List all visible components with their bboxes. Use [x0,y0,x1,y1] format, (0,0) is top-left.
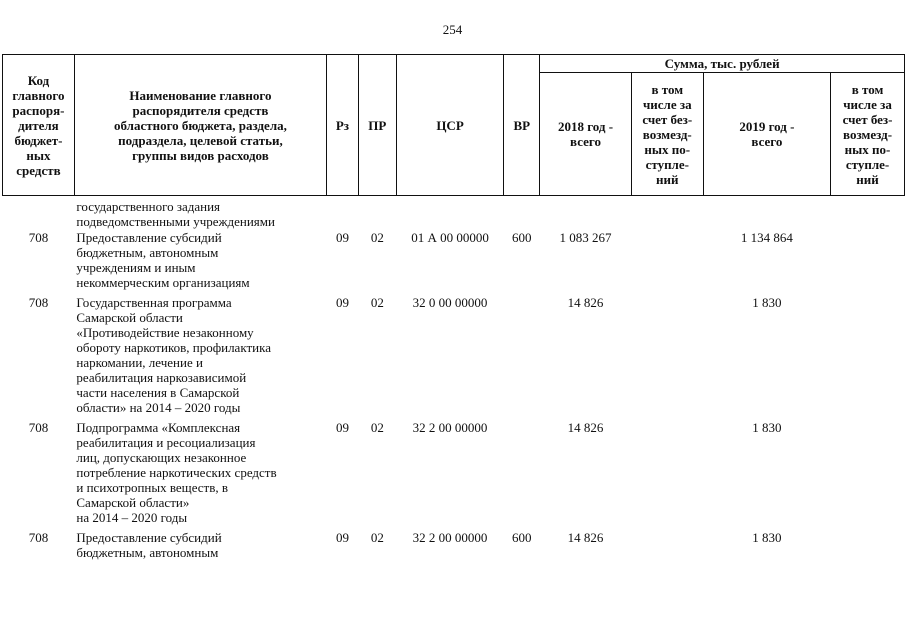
row-free-2019 [831,294,905,419]
row-name: Государственная программа Самарской области «Противодействие незаконному обороту наркотиков, профилактика наркомании, лечение и реабилитация наркозависимой части населения в Самарской области» на 2014 – 2020 годы [76,295,272,415]
header-code: Код главного распоря- дителя бюджет- ных средств [3,55,75,196]
row-csr: 32 2 00 00000 [412,420,488,435]
row-vr [504,419,540,529]
row-free-2019 [831,419,905,529]
table-row [3,419,905,529]
row-sum-2018: 1 083 267 [559,230,612,245]
header-sum-group: Сумма, тыс. рублей [540,55,905,73]
budget-table [2,54,905,564]
row-vr: 600 [512,230,532,245]
row-sum-2018: 14 826 [567,420,604,435]
row-pr: 02 [370,530,384,545]
row-free-2018 [631,419,703,529]
table-header [3,55,905,196]
header-2018-total: 2018 год - всего [540,73,632,196]
header-csr: ЦСР [396,55,504,196]
header-2019-free: в том числе за счет без- возмезд- ных по- ступле- ний [831,73,905,196]
row-vr [504,294,540,419]
row-csr: 32 0 00 00000 [412,295,488,310]
row-sum-2019: 1 830 [752,420,782,435]
row-code: 708 [28,295,49,310]
row-pr: 02 [370,420,384,435]
row-code: 708 [28,420,49,435]
table-row [3,294,905,419]
row-csr: 32 2 00 00000 [412,530,488,545]
row-pr: 02 [370,230,384,245]
table-row [3,229,905,294]
row-name: Предоставление субсидий бюджетным, автономным [76,530,222,560]
row-sum-2019: 1 830 [752,295,782,310]
header-pr: ПР [358,55,396,196]
header-2019-total: 2019 год - всего [703,73,830,196]
header-2018-free: в том числе за счет без- возмезд- ных по- ступле- ний [631,73,703,196]
row-code: 708 [28,230,49,245]
row-rz: 09 [335,230,349,245]
header-rz: Рз [326,55,358,196]
header-vr: ВР [504,55,540,196]
row-rz: 09 [335,420,349,435]
row-name: Предоставление субсидий бюджетным, автономным учреждениям и иным некоммерческим организациям [76,230,250,290]
row-sum-2018: 14 826 [567,530,604,545]
row-rz: 09 [335,295,349,310]
row-sum-2019: 1 830 [752,530,782,545]
row-pr: 02 [370,295,384,310]
row-code: 708 [28,530,49,545]
header-name: Наименование главного распорядителя средств областного бюджета, раздела, подраздела, целевой статьи, группы видов расходов [74,55,326,196]
row-csr: 01 А 00 00000 [411,230,489,245]
row-sum-2018: 14 826 [567,295,604,310]
table-body [3,196,905,565]
row-free-2018 [631,294,703,419]
row-free-2018 [631,229,703,294]
row-name: Подпрограмма «Комплексная реабилитация и ресоциализация лиц, допускающих незаконное потребление наркотических средств и психотропных веществ, в Самарской области» на 2014 – 2020 годы [76,420,277,525]
continuation-text: государственного задания подведомственными учреждениями [76,199,275,229]
continuation-row [3,198,905,229]
row-vr: 600 [512,530,532,545]
row-rz: 09 [335,530,349,545]
page-number: 254 [442,22,463,37]
row-sum-2019: 1 134 864 [740,230,793,245]
row-free-2019 [831,529,905,564]
table-row [3,529,905,564]
row-free-2018 [631,529,703,564]
row-free-2019 [831,229,905,294]
